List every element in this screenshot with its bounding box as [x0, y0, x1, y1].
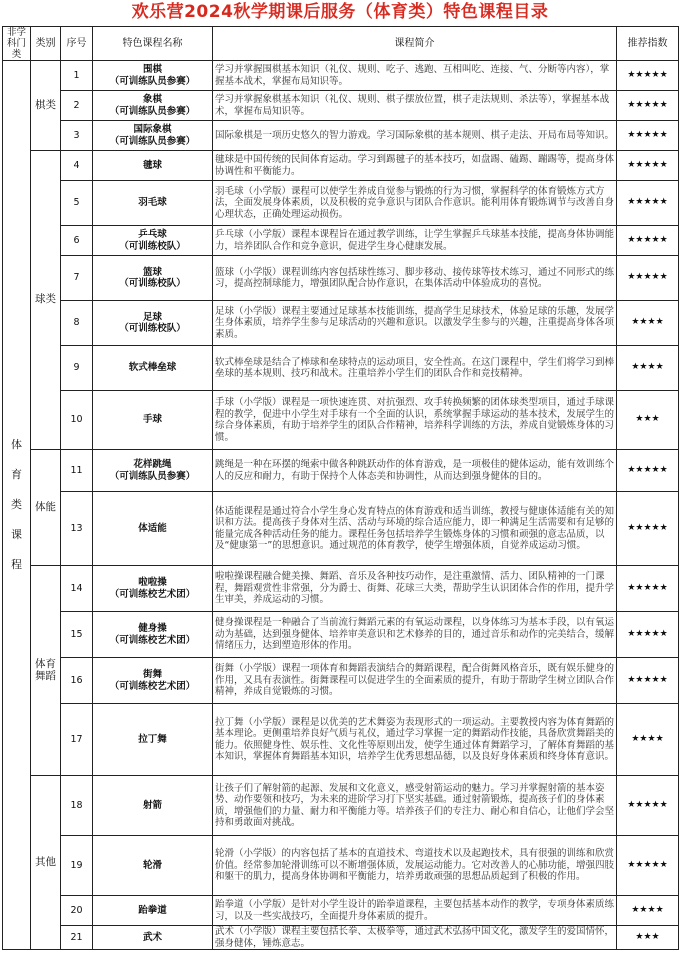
course-name-cell — [93, 926, 213, 950]
course-number: 3 — [61, 121, 93, 151]
table-row — [3, 492, 679, 566]
rating-stars: ★★★★★ — [617, 181, 679, 226]
course-name-cell — [93, 226, 213, 256]
course-description: 篮球（小学版）课程训练内容包括球性练习、脚步移动、接传球等技术练习，通过不同形式的练习，提高控制球能力，增强团队配合协作意识，在集体活动中体验成功的喜悦。 — [213, 256, 617, 301]
table-row — [3, 121, 679, 151]
course-name-cell — [93, 181, 213, 226]
course-number: 10 — [61, 391, 93, 450]
rating-stars: ★★★ — [617, 391, 679, 450]
course-name-cell — [93, 896, 213, 926]
header-non-subject: 非学科门类 — [3, 27, 31, 61]
header-name: 特色课程名称 — [93, 27, 213, 61]
rating-stars: ★★★★★ — [617, 566, 679, 612]
rating-stars: ★★★★★ — [617, 91, 679, 121]
course-name: 健身操 — [138, 623, 167, 634]
course-table — [2, 26, 679, 950]
course-description: 国际象棋是一项历史悠久的智力游戏。学习国际象棋的基本规则、棋子走法、开局布局等知识。 — [213, 121, 617, 151]
course-subtitle: （可训练队员参赛） — [109, 470, 196, 482]
rating-stars: ★★★★ — [617, 301, 679, 346]
course-number: 11 — [61, 450, 93, 492]
table-header-row — [3, 27, 679, 61]
rating-stars: ★★★★★ — [617, 450, 679, 492]
course-description: 拉丁舞（小学版）课程是以优美的艺术舞姿为表现形式的一项运动。主要教授内容为体育舞蹈的基本理论。更侧重培养良好气质与礼仪，通过学习掌握一定的舞蹈动作技能，具备欣赏舞蹈美的能力。依照健身性、娱乐性、文化性等原则出发，使学生通过体育舞蹈学习，了解体育舞蹈的基本知识，掌握体育舞蹈基本知识，培养学生优秀思想品德，以及良好身体素质和终身体育意识。 — [213, 704, 617, 776]
table-row — [3, 836, 679, 896]
course-description: 武术（小学版）课程主要包括长拳、太极拳等，通过武术弘扬中国文化，激发学生的爱国情怀，强身健体，锤炼意志。 — [213, 926, 617, 950]
course-name: 足球 — [142, 311, 162, 323]
header-rating: 推荐指数 — [617, 27, 679, 61]
course-name-cell — [93, 121, 213, 151]
table-row — [3, 301, 679, 346]
course-subtitle: （可训练校队） — [119, 323, 186, 334]
category-cell: 体能 — [31, 450, 61, 566]
course-name: 篮球 — [142, 266, 162, 278]
course-name-cell — [93, 836, 213, 896]
course-name-cell — [93, 256, 213, 301]
category-cell: 体育舞蹈 — [31, 566, 61, 776]
rating-stars: ★★★★★ — [617, 226, 679, 256]
rating-stars: ★★★★ — [617, 704, 679, 776]
table-row — [3, 151, 679, 181]
table-row — [3, 450, 679, 492]
course-name-cell — [93, 612, 213, 658]
course-name: 射箭 — [142, 799, 162, 811]
course-description: 手球（小学版）课程是一项快速连贯、对抗强烈、攻手转换频繁的团体球类型项目，通过手球课程的教学，促进中小学生对手球有一个全面的认识，系统掌握手球运动的基本技术，发展学生的综合身体素质，有助于培养学生的团队合作精神，培养科学训练的方法，养成自觉锻炼身体的习惯。 — [213, 391, 617, 450]
rating-stars: ★★★★★ — [617, 256, 679, 301]
domain-label-char: 类 — [11, 498, 22, 511]
course-description: 跆拳道（小学版）是针对小学生设计的跆拳道课程，主要包括基本动作的教学，专项身体素质练习，以及一些实战技巧，全面提升身体素质的提升。 — [213, 896, 617, 926]
rating-stars: ★★★ — [617, 926, 679, 950]
table-row — [3, 91, 679, 121]
course-subtitle: （可训练校艺术团） — [109, 588, 196, 600]
course-subtitle: （可训练校队） — [119, 240, 186, 252]
header-category: 类别 — [31, 27, 61, 61]
course-description: 健身操课程是一种融合了当前流行舞蹈元素的有氧运动课程，以身体练习为基本手段，以有氧运动为基础，达到强身健体、培养审美意识和艺术修养的目的，通过音乐和动作的完美结合，缓解情绪压力，达到塑造形体的作用。 — [213, 612, 617, 658]
course-name-cell — [93, 301, 213, 346]
table-row — [3, 776, 679, 836]
course-description: 街舞（小学版）课程一项体育和舞蹈表演结合的舞蹈课程，配合街舞风格音乐，既有娱乐健身的作用，又具有表演性。街舞课程可以促进学生的全面素质的提升，有助于帮助学生树立团队合作精神，养成自觉锻炼的习惯。 — [213, 658, 617, 704]
course-description: 乒乓球（小学版）课程本课程旨在通过教学训练，让学生掌握乒乓球基本技能，提高身体协调能力，培养团队合作和竞争意识，促进学生身心健康发展。 — [213, 226, 617, 256]
course-name-cell — [93, 346, 213, 391]
table-row — [3, 181, 679, 226]
course-number: 15 — [61, 612, 93, 658]
course-subtitle: （可训练队员参赛） — [109, 105, 196, 117]
table-row — [3, 391, 679, 450]
table-row — [3, 658, 679, 704]
course-name: 象棋 — [142, 94, 162, 105]
course-description: 体适能课程是通过符合小学生身心发育特点的体育游戏和适当训练，教授与健康体适能有关的知识和方法。提高孩子身体对生活、活动与环境的综合适应能力，即一种满足生活需要和有足够的能量完成各种活动任务的能力。课程任务包括培养学生锻炼身体的习惯和顽强的意志品质，以及“健康第一”的思想意识。通过规范的体育教学，使学生增强体质，自觉养成运动习惯。 — [213, 492, 617, 566]
course-name-cell — [93, 492, 213, 566]
table-body — [3, 61, 679, 950]
course-name: 羽毛球 — [138, 197, 167, 209]
course-name: 体适能 — [138, 522, 167, 534]
course-name: 毽球 — [142, 159, 162, 171]
course-subtitle: （可训练校艺术团） — [109, 634, 196, 646]
page-title: 欢乐营2024秋学期课后服务（体育类）特色课程目录 — [131, 2, 549, 22]
header-no: 序号 — [61, 27, 93, 61]
course-description: 学习并掌握象棋基本知识（礼仪、规则、棋子摆放位置，棋子走法规则、杀法等），掌握基本战术，掌握布局知识等。 — [213, 91, 617, 121]
course-description: 毽球是中国传统的民间体育运动。学习到踢毽子的基本技巧，如盘踢、磕踢、蹦踢等，提高身体协调性和平衡能力。 — [213, 151, 617, 181]
course-name: 拉丁舞 — [138, 733, 167, 745]
course-name-cell — [93, 450, 213, 492]
course-name-cell — [93, 61, 213, 91]
course-name: 国际象棋 — [133, 124, 172, 135]
table-row — [3, 704, 679, 776]
course-subtitle: （可训练校艺术团） — [109, 680, 196, 692]
table-row — [3, 566, 679, 612]
course-number: 14 — [61, 566, 93, 612]
course-number: 5 — [61, 181, 93, 226]
course-description: 学习并掌握围棋基本知识（礼仪、规则、吃子、逃跑、互相叫吃、连接、气、分断等内容），掌握基本战术，掌握布局知识等。 — [213, 61, 617, 91]
course-number: 7 — [61, 256, 93, 301]
rating-stars: ★★★★★ — [617, 776, 679, 836]
table-row — [3, 896, 679, 926]
course-name-cell — [93, 704, 213, 776]
course-name-cell — [93, 151, 213, 181]
course-name: 跆拳道 — [138, 904, 167, 916]
rating-stars: ★★★★★ — [617, 151, 679, 181]
category-cell: 棋类 — [31, 61, 61, 151]
rating-stars: ★★★★ — [617, 346, 679, 391]
rating-stars: ★★★★★ — [617, 121, 679, 151]
course-number: 18 — [61, 776, 93, 836]
rating-stars: ★★★★★ — [617, 61, 679, 91]
course-number: 9 — [61, 346, 93, 391]
domain-label-char: 体 — [11, 438, 22, 451]
table-row — [3, 612, 679, 658]
course-name-cell — [93, 391, 213, 450]
course-name-cell — [93, 776, 213, 836]
course-name: 花样跳绳 — [133, 459, 172, 470]
domain-label-char: 课 — [11, 528, 22, 541]
course-name: 围棋 — [142, 64, 162, 75]
course-name-cell — [93, 658, 213, 704]
domain-label-cell — [3, 61, 31, 950]
course-number: 8 — [61, 301, 93, 346]
course-number: 16 — [61, 658, 93, 704]
course-description: 跳绳是一种在环摆的绳索中做各种跳跃动作的体育游戏，是一项极佳的健体运动，能有效训练个人的反应和耐力，有助于保持个人体态美和协调性，从而达到强身健体的目的。 — [213, 450, 617, 492]
course-number: 2 — [61, 91, 93, 121]
course-number: 20 — [61, 896, 93, 926]
course-number: 19 — [61, 836, 93, 896]
course-name: 街舞 — [142, 669, 162, 680]
course-name-cell — [93, 566, 213, 612]
course-name-cell — [93, 91, 213, 121]
header-intro: 课程简介 — [213, 27, 617, 61]
course-number: 21 — [61, 926, 93, 950]
course-name: 乒乓球 — [138, 229, 167, 240]
course-number: 1 — [61, 61, 93, 91]
course-subtitle: （可训练校队） — [119, 278, 186, 289]
course-name: 武术 — [142, 931, 162, 943]
table-row — [3, 256, 679, 301]
category-cell: 其他 — [31, 776, 61, 950]
course-name: 软式棒垒球 — [128, 362, 177, 374]
table-row — [3, 346, 679, 391]
rating-stars: ★★★★★ — [617, 492, 679, 566]
domain-label-char: 程 — [11, 558, 22, 571]
domain-label-char: 育 — [11, 468, 22, 481]
course-description: 啦啦操课程融合健美操、舞蹈、音乐及各种技巧动作，是注重激情、活力、团队精神的一门课程，舞蹈观赏性非常强，分为爵士、街舞、花球三大类，帮助学生认识团体合作的作用，提升学生审美，养成运动的习惯。 — [213, 566, 617, 612]
course-description: 羽毛球（小学版）课程可以使学生养成自觉参与锻炼的行为习惯，掌握科学的体育锻炼方式方法，全面发展身体素质，以及积极的竞争意识与团队合作意识。能利用体育锻炼调节与改善自身心理状态，正确处理运动损伤。 — [213, 181, 617, 226]
course-description: 软式棒垒球是结合了棒球和垒球特点的运动项目，安全性高。在这门课程中，学生们将学习到棒垒球的基本规则、技巧和战术。注重培养小学生们的团队合作和竞技精神。 — [213, 346, 617, 391]
course-name: 手球 — [142, 414, 162, 426]
course-number: 6 — [61, 226, 93, 256]
course-subtitle: （可训练队员参赛） — [109, 75, 196, 87]
course-number: 17 — [61, 704, 93, 776]
table-row — [3, 926, 679, 950]
rating-stars: ★★★★★ — [617, 836, 679, 896]
course-name: 轮滑 — [142, 859, 162, 871]
course-name: 啦啦操 — [138, 577, 167, 588]
course-description: 足球（小学版）课程主要通过足球基本技能训练，提高学生足球技术，体验足球的乐趣，发展学生身体素质，培养学生参与足球活动的兴趣和意识。以激发学生参与的兴趣，注重提高身体各项素质。 — [213, 301, 617, 346]
course-number: 4 — [61, 151, 93, 181]
course-number: 13 — [61, 492, 93, 566]
category-cell: 球类 — [31, 151, 61, 450]
rating-stars: ★★★★★ — [617, 612, 679, 658]
rating-stars: ★★★★ — [617, 896, 679, 926]
table-row — [3, 226, 679, 256]
course-subtitle: （可训练队员参赛） — [109, 135, 196, 147]
course-description: 轮滑（小学版）的内容包括了基本的直道技术、弯道技术以及起跑技术，具有很强的训练和欣赏价值。经常参加轮滑训练可以不断增强体质，发展运动能力。它对改善人的心肺功能，增强四肢和躯干的肌力，提高身体协调和平衡能力，培养勇敢顽强的思想品质起到了积极的作用。 — [213, 836, 617, 896]
rating-stars: ★★★★★ — [617, 658, 679, 704]
course-description: 让孩子们了解射箭的起源、发展和文化意义，感受射箭运动的魅力。学习并掌握射箭的基本姿势、动作要领和技巧，为未来的进阶学习打下坚实基础。通过射箭锻炼，提高孩子们的身体素质，增强他们的力量、耐力和平衡能力等。培养孩子们的专注力、耐心和自信心，让他们学会坚持和勇敢面对挑战。 — [213, 776, 617, 836]
table-row — [3, 61, 679, 91]
